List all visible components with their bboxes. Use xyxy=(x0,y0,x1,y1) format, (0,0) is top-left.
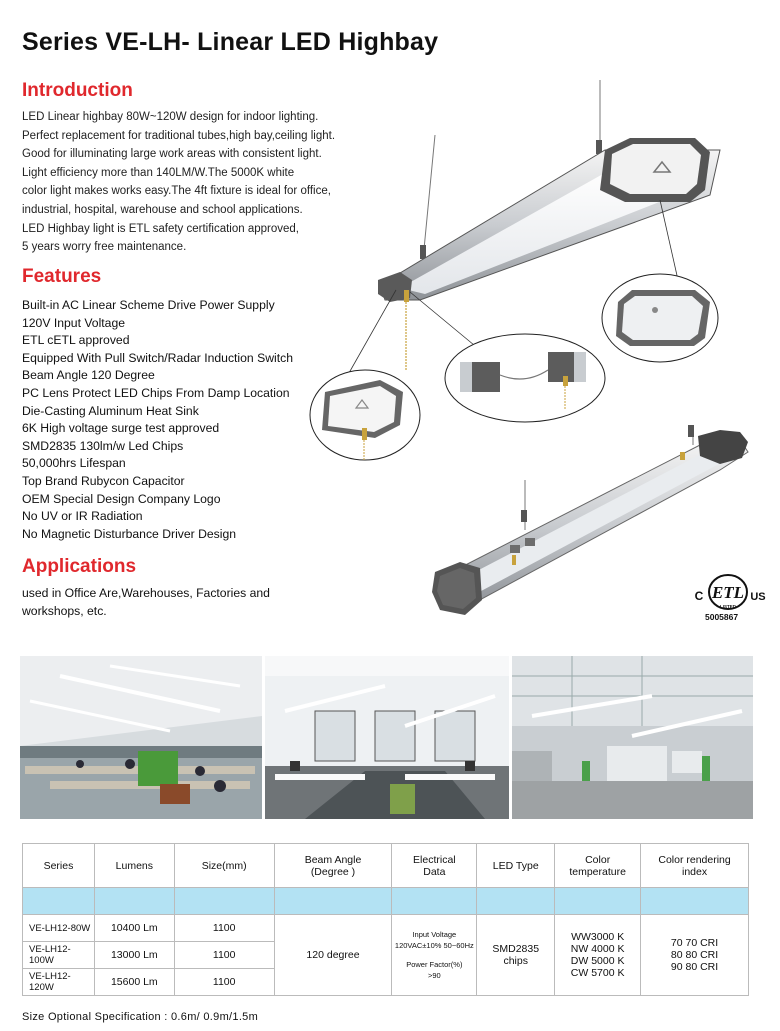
header-color-temp: Color temperature xyxy=(555,844,641,888)
feature-item: PC Lens Protect LED Chips From Damp Location xyxy=(22,385,290,400)
cri-values xyxy=(641,915,749,996)
etl-number: 5005867 xyxy=(705,612,739,622)
beam-value: 120 degree xyxy=(274,915,392,996)
header-series: Series xyxy=(23,844,95,888)
feature-item: ETL cETL approved xyxy=(22,333,130,348)
row-lumens: 13000 Lm xyxy=(94,942,174,969)
row-size: 1100 xyxy=(174,969,274,996)
led-type xyxy=(477,915,555,996)
page-title: Series VE-LH- Linear LED Highbay xyxy=(22,28,439,56)
feature-item: 120V Input Voltage xyxy=(22,315,126,330)
applications-heading: Applications xyxy=(22,556,137,577)
intro-line: LED Linear highbay 80W~120W design for indoor lighting. xyxy=(22,111,319,123)
header-size: Size(mm) xyxy=(174,844,274,888)
color-temp-item: NW 4000 K xyxy=(570,943,625,955)
header-beam: Beam Angle (Degree ) xyxy=(274,844,392,888)
etl-c-letter: C xyxy=(694,589,704,603)
color-temp-item: CW 5700 K xyxy=(570,967,625,979)
warehouse-photo xyxy=(512,656,753,819)
feature-item: Equipped With Pull Switch/Radar Induction Switch xyxy=(22,350,293,365)
row-lumens: 10400 Lm xyxy=(94,915,174,942)
intro-line: Perfect replacement for traditional tubes,high bay,ceiling light. xyxy=(22,129,336,142)
cri-item: 80 80 CRI xyxy=(670,949,719,961)
intro-line: color light makes works easy.The 4ft fixture is ideal for office, xyxy=(22,185,331,198)
etl-listed-text: LISTED xyxy=(719,604,737,609)
led-type-line: chips xyxy=(503,955,528,967)
spec-table xyxy=(22,843,749,996)
header-electrical: Electrical Data xyxy=(392,844,477,888)
color-temp-item: WW3000 K xyxy=(571,931,625,943)
feature-item: No UV or IR Radiation xyxy=(22,509,143,524)
intro-line: industrial, hospital, warehouse and school applications. xyxy=(22,203,303,216)
intro-line: Good for illuminating large work areas with consistent light. xyxy=(22,148,322,161)
feature-item: SMD2835 130lm/w Led Chips xyxy=(22,438,184,453)
row-series: VE-LH12-120W xyxy=(23,969,95,996)
electrical-line: Input Voltage xyxy=(412,930,457,939)
introduction-heading: Introduction xyxy=(22,80,133,101)
classroom-photo xyxy=(265,656,509,819)
table-band-row xyxy=(23,888,749,915)
header-led-type: LED Type xyxy=(477,844,555,888)
cri-item: 70 70 CRI xyxy=(670,937,719,949)
feature-item: Top Brand Rubycon Capacitor xyxy=(22,473,185,488)
feature-item: No Magnetic Disturbance Driver Design xyxy=(22,526,237,541)
office-photo xyxy=(20,656,262,819)
feature-item: OEM Special Design Company Logo xyxy=(22,491,221,506)
feature-item: Beam Angle 120 Degree xyxy=(22,368,155,383)
row-size: 1100 xyxy=(174,942,274,969)
header-cri: Color rendering index xyxy=(641,844,749,888)
table-header-row xyxy=(23,844,749,888)
table-row xyxy=(23,915,749,942)
product-illustration xyxy=(300,80,780,640)
intro-line: 5 years worry free maintenance. xyxy=(22,241,187,254)
row-series: VE-LH12-80W xyxy=(23,915,95,942)
intro-line: LED Highbay light is ETL safety certification approved, xyxy=(22,222,299,235)
etl-letters: ETL xyxy=(711,583,745,602)
features-heading: Features xyxy=(22,266,102,287)
led-type-line: SMD2835 xyxy=(492,943,540,955)
color-temp-item: DW 5000 K xyxy=(570,955,625,967)
electrical-line: >90 xyxy=(427,971,441,980)
electrical-line: Power Factor(%) xyxy=(406,960,463,969)
feature-item: 50,000hrs Lifespan xyxy=(22,456,126,471)
feature-item: Built-in AC Linear Scheme Drive Power Supply xyxy=(22,298,275,312)
row-size: 1100 xyxy=(174,915,274,942)
row-series: VE-LH12-100W xyxy=(23,942,95,969)
electrical-data xyxy=(392,915,477,996)
electrical-line: 120VAC±10% 50~60Hz xyxy=(394,941,474,950)
etl-us-letters: US xyxy=(750,591,766,603)
features-list xyxy=(22,297,293,543)
row-lumens: 15600 Lm xyxy=(94,969,174,996)
cri-item: 90 80 CRI xyxy=(670,961,719,973)
intro-line: Light efficiency more than 140LM/W.The 5000K white xyxy=(22,166,295,179)
color-temps xyxy=(555,915,641,996)
applications-text: used in Office Are,Warehouses, Factories and workshops, etc. xyxy=(22,586,270,618)
feature-item: Die-Casting Aluminum Heat Sink xyxy=(22,403,199,418)
header-lumens: Lumens xyxy=(94,844,174,888)
size-option-note: Size Optional Specification : 0.6m/ 0.9m/1.5m xyxy=(22,1011,259,1023)
feature-item: 6K High voltage surge test approved xyxy=(22,421,220,436)
